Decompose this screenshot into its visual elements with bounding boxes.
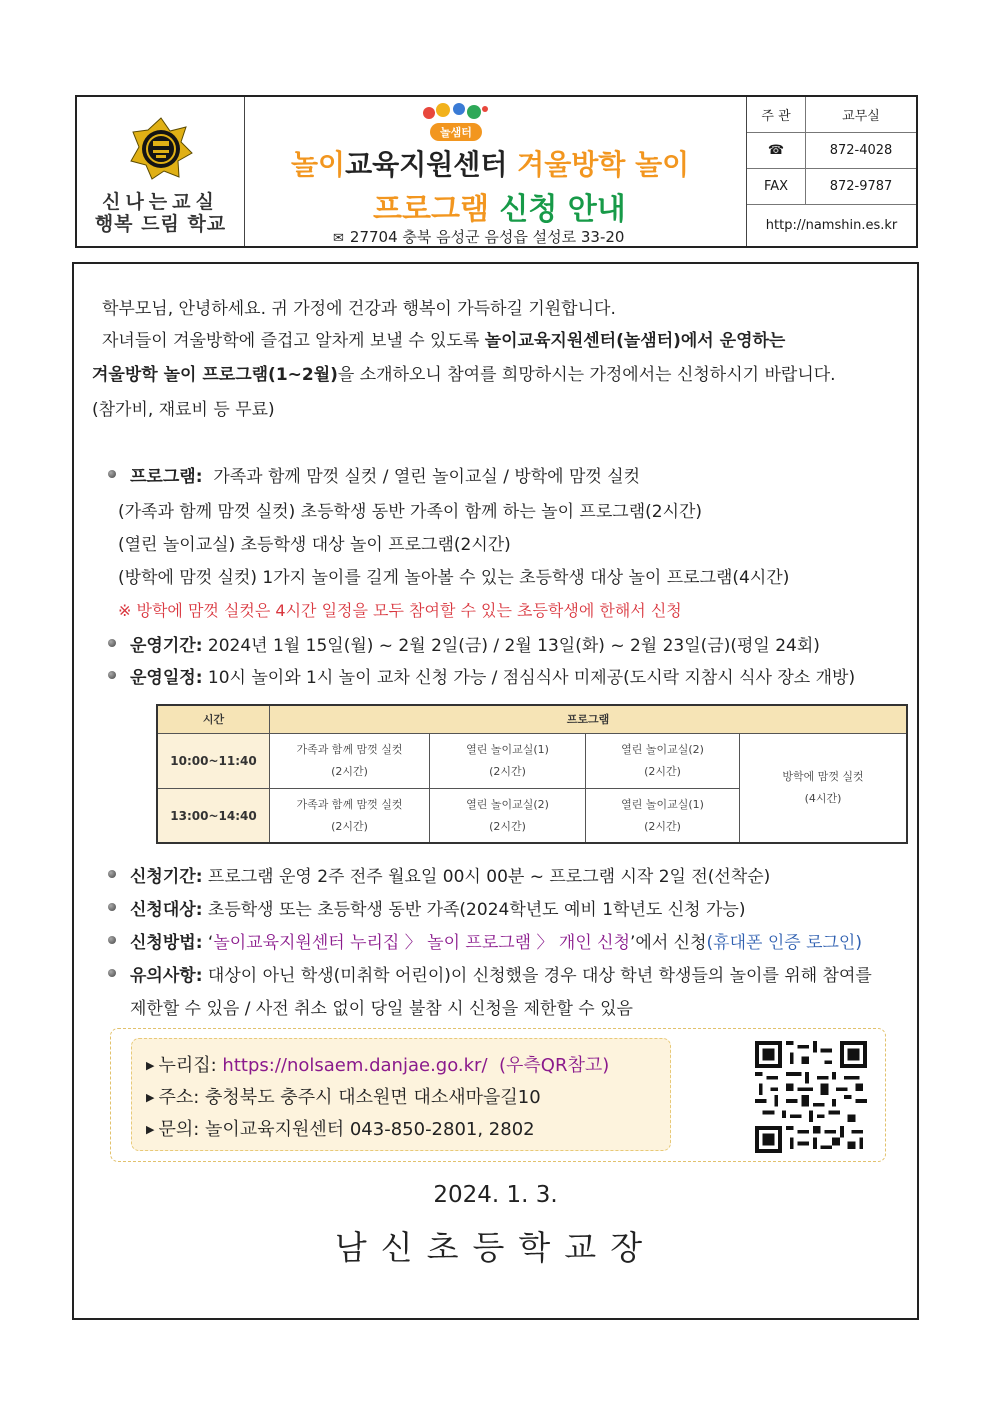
schedule-value: 10시 놀이와 1시 놀이 교차 신청 가능 / 점심식사 미제공(도시락 지참시 식사 장소 개방) xyxy=(207,668,856,688)
table-cell-duration: (4시간) xyxy=(804,792,842,805)
phone-icon: ☎ xyxy=(747,133,806,168)
qr-code-icon[interactable] xyxy=(755,1041,867,1153)
school-slogan xyxy=(95,191,226,235)
table-cell-duration: (2시간) xyxy=(331,819,368,833)
period-value: 2024년 1월 15일(월) ~ 2월 2일(금) / 2월 13일(화) ~ 2월 23일(금)(평일 24회) xyxy=(207,636,820,656)
address-label: 주소: xyxy=(158,1087,206,1108)
bullet-icon xyxy=(108,470,116,478)
schedule-table xyxy=(156,704,908,844)
slogan-line2: 행복 드림 학교 xyxy=(94,213,227,235)
title-line2 xyxy=(373,184,626,228)
program-note: ※ 방학에 맘껏 실컷은 4시간 일정을 모두 참여할 수 있는 초등학생에 한해서 신청 xyxy=(118,601,682,620)
table-time-morning: 10:00~11:40 xyxy=(158,734,270,789)
triangle-bullet-icon: ▶ xyxy=(146,1091,155,1104)
contact-value: 놀이교육지원센터 043-850-2801, 2802 xyxy=(205,1119,535,1140)
program-item xyxy=(130,462,640,487)
triangle-bullet-icon: ▶ xyxy=(146,1059,155,1072)
table-cell-name: 가족과 함께 맘껏 실컷 xyxy=(296,797,403,811)
school-emblem-icon xyxy=(124,117,198,181)
info-row-fax xyxy=(747,169,916,205)
title-part-winter: 겨울방학 놀이 xyxy=(517,148,690,181)
bullet-icon xyxy=(108,903,116,911)
info-row-manager xyxy=(747,97,916,133)
table-cell-name: 방학에 맘껏 실컷 xyxy=(782,770,864,783)
intro-line2-bold: 놀이교육지원센터(놀샘터)에서 운영하는 xyxy=(484,331,786,351)
contact-label: 문의: xyxy=(158,1119,206,1140)
target-item xyxy=(130,895,745,920)
table-time-afternoon: 13:00~14:40 xyxy=(158,789,270,842)
mail-icon: ✉ xyxy=(333,231,344,246)
apply-period-label: 신청기간: xyxy=(130,867,203,887)
bullet-icon xyxy=(108,671,116,679)
schedule-item xyxy=(130,663,855,688)
school-address xyxy=(333,226,624,247)
table-header-program: 프로그램 xyxy=(270,706,906,734)
info-value-manager: 교무실 xyxy=(842,109,880,124)
table-header-time: 시간 xyxy=(158,706,270,734)
program-desc-family: (가족과 함께 맘껏 실컷) 초등학생 동반 가족이 함께 하는 놀이 프로그램(2시간) xyxy=(118,502,703,522)
nolsaemteo-mascot-icon xyxy=(419,103,493,147)
school-website-link[interactable]: http://namshin.es.kr xyxy=(765,218,898,233)
center-info-inner xyxy=(131,1038,671,1151)
table-cell-name: 열린 놀이교실(1) xyxy=(466,743,549,756)
info-label-manager: 주 관 xyxy=(747,97,806,132)
bullet-icon xyxy=(108,870,116,878)
principal-signature: 남신초등학교장 xyxy=(334,1228,657,1267)
title-part-play: 놀이 xyxy=(291,148,346,181)
table-cell-name: 열린 놀이교실(2) xyxy=(466,797,549,811)
method-login-note: (휴대폰 인증 로그인) xyxy=(706,933,862,953)
intro-free-note: (참가비, 재료비 등 무료) xyxy=(92,400,275,420)
contact-line xyxy=(146,1115,535,1141)
bullet-icon xyxy=(108,969,116,977)
qr-note: (우측QR참고) xyxy=(498,1055,610,1076)
address-line xyxy=(146,1083,541,1109)
bullet-icon xyxy=(108,639,116,647)
table-cell-duration: (2시간) xyxy=(489,765,526,778)
program-label: 프로그램: xyxy=(130,467,203,487)
target-label: 신청대상: xyxy=(130,900,203,920)
bullet-icon xyxy=(108,936,116,944)
title-block xyxy=(245,97,746,246)
intro-line2-text: 자녀들이 겨울방학에 즐겁고 알차게 보낼 수 있도록 xyxy=(102,331,485,351)
table-cell-duration: (2시간) xyxy=(331,765,368,778)
program-desc-vacation: (방학에 맘껏 실컷) 1가지 놀이를 길게 놀아볼 수 있는 초등학생 대상 놀이 프로그램(4시간) xyxy=(118,568,790,588)
method-value: ’에서 신청 xyxy=(630,933,707,953)
method-label: 신청방법: xyxy=(130,933,203,953)
period-label: 운영기간: xyxy=(130,636,203,656)
table-cell-name: 가족과 함께 맘껏 실컷 xyxy=(296,743,403,756)
table-cell-duration: (2시간) xyxy=(644,819,681,833)
title-part-program: 프로그램 xyxy=(373,192,489,227)
method-quote-open: ‘ xyxy=(207,933,214,953)
schedule-label: 운영일정: xyxy=(130,668,203,688)
table-cell xyxy=(430,734,586,789)
address-text: 27704 충북 음성군 음성읍 설성로 33-20 xyxy=(349,228,625,246)
caution-line2: 제한할 수 있음 / 사전 취소 없이 당일 불참 시 신청을 제한할 수 있음 xyxy=(130,999,633,1019)
apply-period-item xyxy=(130,862,770,887)
info-value-fax: 872-9787 xyxy=(829,179,893,194)
program-value: 가족과 함께 맘껏 실컷 / 열린 놀이교실 / 방학에 맘껏 실컷 xyxy=(213,467,641,487)
triangle-bullet-icon: ▶ xyxy=(146,1123,155,1136)
center-info-box xyxy=(110,1028,886,1162)
table-cell-merged xyxy=(740,734,906,842)
intro-line2 xyxy=(102,326,785,351)
title-part-center: 교육지원센터 xyxy=(345,148,508,181)
intro-line3 xyxy=(92,360,836,385)
mascot-badge-text: 놀샘터 xyxy=(440,126,472,139)
table-cell xyxy=(270,734,430,789)
intro-line3-text: 을 소개하오니 참여를 희망하시는 가정에서는 신청하시기 바랍니다. xyxy=(337,365,836,385)
table-cell-name: 열린 놀이교실(1) xyxy=(621,797,704,811)
period-item xyxy=(130,631,820,656)
website-link[interactable]: https://nolsaem.danjae.go.kr/ xyxy=(222,1055,488,1076)
table-cell-name: 열린 놀이교실(2) xyxy=(621,743,704,756)
table-cell xyxy=(586,734,740,789)
title-line1 xyxy=(291,143,689,183)
caution-item xyxy=(130,961,872,986)
website-label: 누리집: xyxy=(158,1055,223,1076)
document-header xyxy=(75,95,918,248)
school-logo-block xyxy=(77,97,245,246)
table-cell xyxy=(586,789,740,842)
table-cell-duration: (2시간) xyxy=(489,819,526,833)
table-cell-duration: (2시간) xyxy=(644,765,681,778)
program-desc-open: (열린 놀이교실) 초등학생 대상 놀이 프로그램(2시간) xyxy=(118,535,511,555)
issue-date: 2024. 1. 3. xyxy=(433,1182,558,1208)
apply-period-value: 프로그램 운영 2주 전주 월요일 00시 00분 ~ 프로그램 시작 2일 전(선착순) xyxy=(207,867,771,887)
document-body xyxy=(72,262,919,1320)
contact-info-table xyxy=(746,97,916,246)
info-row-phone xyxy=(747,133,916,169)
info-value-phone: 872-4028 xyxy=(829,143,893,158)
intro-line3-bold: 겨울방학 놀이 프로그램(1~2월) xyxy=(92,365,338,385)
method-path: 놀이교육지원센터 누리집 〉 놀이 프로그램 〉 개인 신청 xyxy=(213,933,631,953)
address-value: 충청북도 충주시 대소원면 대소새마을길10 xyxy=(205,1087,541,1108)
intro-greeting: 학부모님, 안녕하세요. 귀 가정에 건강과 행복이 가득하길 기원합니다. xyxy=(102,299,616,319)
caution-label: 유의사항: xyxy=(130,966,203,986)
caution-line1: 대상이 아닌 학생(미취학 어린이)이 신청했을 경우 대상 학년 학생들의 놀이를 위해 참여를 xyxy=(207,966,872,986)
slogan-line1: 신나는교실 xyxy=(102,191,219,213)
table-cell xyxy=(430,789,586,842)
target-value: 초등학생 또는 초등학생 동반 가족(2024학년도 예비 1학년도 신청 가능) xyxy=(207,900,746,920)
table-cell xyxy=(270,789,430,842)
method-item xyxy=(130,928,862,953)
website-line xyxy=(146,1051,609,1077)
title-part-apply: 신청 안내 xyxy=(499,192,626,227)
info-label-fax: FAX xyxy=(747,169,806,204)
